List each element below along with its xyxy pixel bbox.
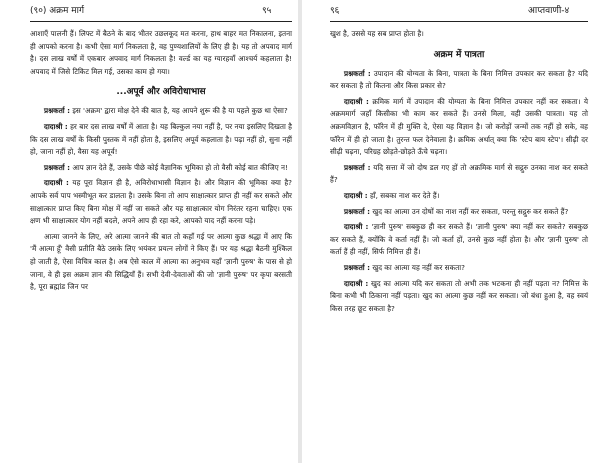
section-heading: अक्रम में पात्रता [433, 49, 485, 60]
paragraph [30, 105, 292, 118]
paragraph-text: खुद का आत्मा यदि कर सकता तो अभी तक भटकना ही नहीं पड़ता न? निमित्त के बिना कभी भी ठिकाना नहीं पड़ता। खुद का आत्मा कुछ नहीं कर सकता। जो बंधा हुआ है, वह स्वयं किस तरह छूट सकता है? [330, 278, 588, 313]
paragraph-text: हाँ, सबका नाश कर देते हैं। [369, 190, 440, 200]
paragraph-text: खुद का आत्मा यह नहीं कर सकता? [372, 262, 465, 272]
speaker-label: प्रश्नकर्ता : [44, 162, 71, 172]
right-header-rule [330, 21, 588, 22]
right-page-body [330, 28, 588, 318]
paragraph-text: यह पूरा विज्ञान ही है, अविरोधाभासी विज्ञान है। और विज्ञान की भूमिका क्या है? आपके सर्व पाप भस्मीभूत कर डालता है। उसके बिना तो आप साक्षात्कार प्राप्त ही नहीं कर सकते और साक्षात्कार प्राप्त किए बिना मोक्ष में नहीं जा सकते और यह साक्षात्कार योग निरंतर रहना चाहिए। एक क्षण भी साक्षात्कार योग नहीं बदले, अपने आप ही रहा करे, आपको याद नहीं करना पड़े। [30, 178, 292, 226]
paragraph-text: उपादान की योग्यता के बिना, पात्रता के बिना निमित्त उपकार कर सकता है? यदि कर सकता है तो कितना और किस प्रकार से? [330, 68, 588, 91]
speaker-label: प्रश्नकर्ता : [344, 262, 371, 272]
section-heading: ...अपूर्व और अविरोधाभास [116, 87, 206, 98]
speaker-label: प्रश्नकर्ता : [344, 206, 371, 216]
speaker-label: दादाश्री : [344, 190, 368, 200]
paragraph-text: आत्मा जानने के लिए, अरे आत्मा जानने की बात तो कहाँ गई पर आत्मा कुछ श्रद्धा में आए कि 'मैं आत्मा हूँ' वैसी प्रतीति बैठे उसके लिए भयंकर प्रयत्न लोगों ने किए हैं। पर यह श्रद्धा बैठनी मुश्किल हो जाती है, ऐसा विचित्र काल है। अब ऐसे काल में आत्मा का अनुभव यहाँ 'ज्ञानी पुरुष' के पास से हो जाना, वे ही इस अक्रम ज्ञान की सिद्धियाँ हैं। सभी देवी-देवताओं की जो 'ज्ञानी पुरुष' पर कृपा बरसती है, पूरा ब्रह्मांड जिन पर [30, 231, 292, 292]
speaker-label: दादाश्री : [44, 178, 69, 188]
paragraph [330, 221, 588, 259]
paragraph [330, 190, 588, 203]
paragraph-text: आप ज्ञान देते हैं, उसके पीछे कोई वैज्ञानिक भूमिका हो तो वैसी कोई बात कीजिए न! [72, 162, 288, 172]
right-page [302, 0, 600, 463]
paragraph [330, 68, 588, 93]
paragraph [330, 96, 588, 159]
paragraph [330, 278, 588, 316]
paragraph-text: यदि सत्ता में जो दोष डल गए हों तो अक्रमिक मार्ग से सद्गुरु उनका नाश कर सकते हैं? [330, 162, 588, 185]
left-header-rule [30, 21, 292, 22]
paragraph-text: आशाएँ पालनी हैं। लिफ्ट में बैठने के बाद भीतर उछलकूद मत करना, हाथ बाहर मत निकालना, इतना ही आपको करना है। कभी ऐसा मार्ग निकलता है, वह पुण्यशालियों के लिए ही है। यह तो अपवाद मार्ग है। दस लाख वर्षों में एकबार अपवाद मार्ग निकलता है! वर्ल्ड का यह ग्यारहवाँ आश्चर्य कहलाता है! अपवाद में जिसे टिकिट मिल गई, उसका काम हो गया। [30, 29, 292, 76]
paragraph-text: क्रमिक मार्ग में उपादान की योग्यता के बिना निमित्त उपकार नहीं कर सकता। ये अक्रममार्ग जहाँ किसीका भी काम कर सकते हैं। उनसे मिला, वही उसकी पात्रता। यह तो अक्रमविज्ञान है, फॉरेन में ही मुक्ति दे, ऐसा यह विज्ञान है। जो करोड़ों जन्मों तक नहीं हो सके, वह फॉरेन में ही हो जाता है। तुरन्त फल देनेवाला है। क्रमिक अर्थात् क्या कि 'स्टेप बाय स्टेप'। सीढ़ी दर सीढ़ी चढ़ना, परिग्रह छोड़ते-छोड़ते ऊँचे चढ़ना। [330, 96, 588, 157]
paragraph [30, 231, 292, 294]
paragraph [330, 262, 588, 275]
paragraph-text: हर बार दस लाख वर्षों में आता है। यह बिल्कुल नया नहीं है, पर नया इसलिए दिखता है कि दस लाख वर्षों के किसी पुस्तक में नहीं होता है, इसलिए अपूर्व कहलाता है। पढ़ा नहीं हो, सुना नहीं हो, जाना नहीं हो, वैसा यह अपूर्व! [30, 121, 292, 157]
speaker-label: प्रश्नकर्ता : [344, 162, 371, 172]
paragraph-text: खुश है, उससे यह सब प्राप्त होता है। [330, 29, 424, 38]
left-page-number: ९५ [262, 6, 272, 16]
speaker-label: दादाश्री : [344, 96, 369, 106]
left-page [0, 0, 298, 463]
left-page-body [30, 28, 292, 297]
left-page-header-title: (९०) अक्रम मार्ग [30, 6, 85, 16]
paragraph-text: खुद का आत्मा उन दोषों का नाश नहीं कर सकता, परन्तु सद्गुरु कर सकते हैं? [372, 206, 569, 216]
right-page-header-title: आप्तवाणी-४ [528, 6, 570, 16]
paragraph [30, 162, 292, 175]
paragraph [330, 162, 588, 187]
paragraph [30, 177, 292, 227]
paragraph [30, 121, 292, 159]
speaker-label: दादाश्री : [44, 121, 68, 131]
speaker-label: प्रश्नकर्ता : [344, 68, 371, 78]
speaker-label: दादाश्री : [344, 222, 369, 232]
right-page-number: ९६ [330, 6, 340, 16]
paragraph-text: इस 'अक्रम' द्वारा मोक्ष देने की बात है, यह आपने शुरू की है या पहले कुछ था ऐसा? [72, 106, 288, 116]
speaker-label: प्रश्नकर्ता : [44, 106, 71, 116]
paragraph [30, 28, 292, 78]
paragraph [330, 206, 588, 219]
speaker-label: दादाश्री : [344, 278, 369, 288]
paragraph [330, 28, 588, 41]
paragraph-text: 'ज्ञानी पुरुष' सबकुछ ही कर सकते हैं। 'ज्ञानी पुरुष' क्या नहीं कर सकते? सबकुछ कर सकते हैं, क्योंकि वे कर्ता नहीं हैं। जो कर्ता हों, उनसे कुछ नहीं होता है। और 'ज्ञानी पुरुष' तो कर्ता हैं ही नहीं, सिर्फ निमित्त ही हैं। [330, 222, 588, 257]
